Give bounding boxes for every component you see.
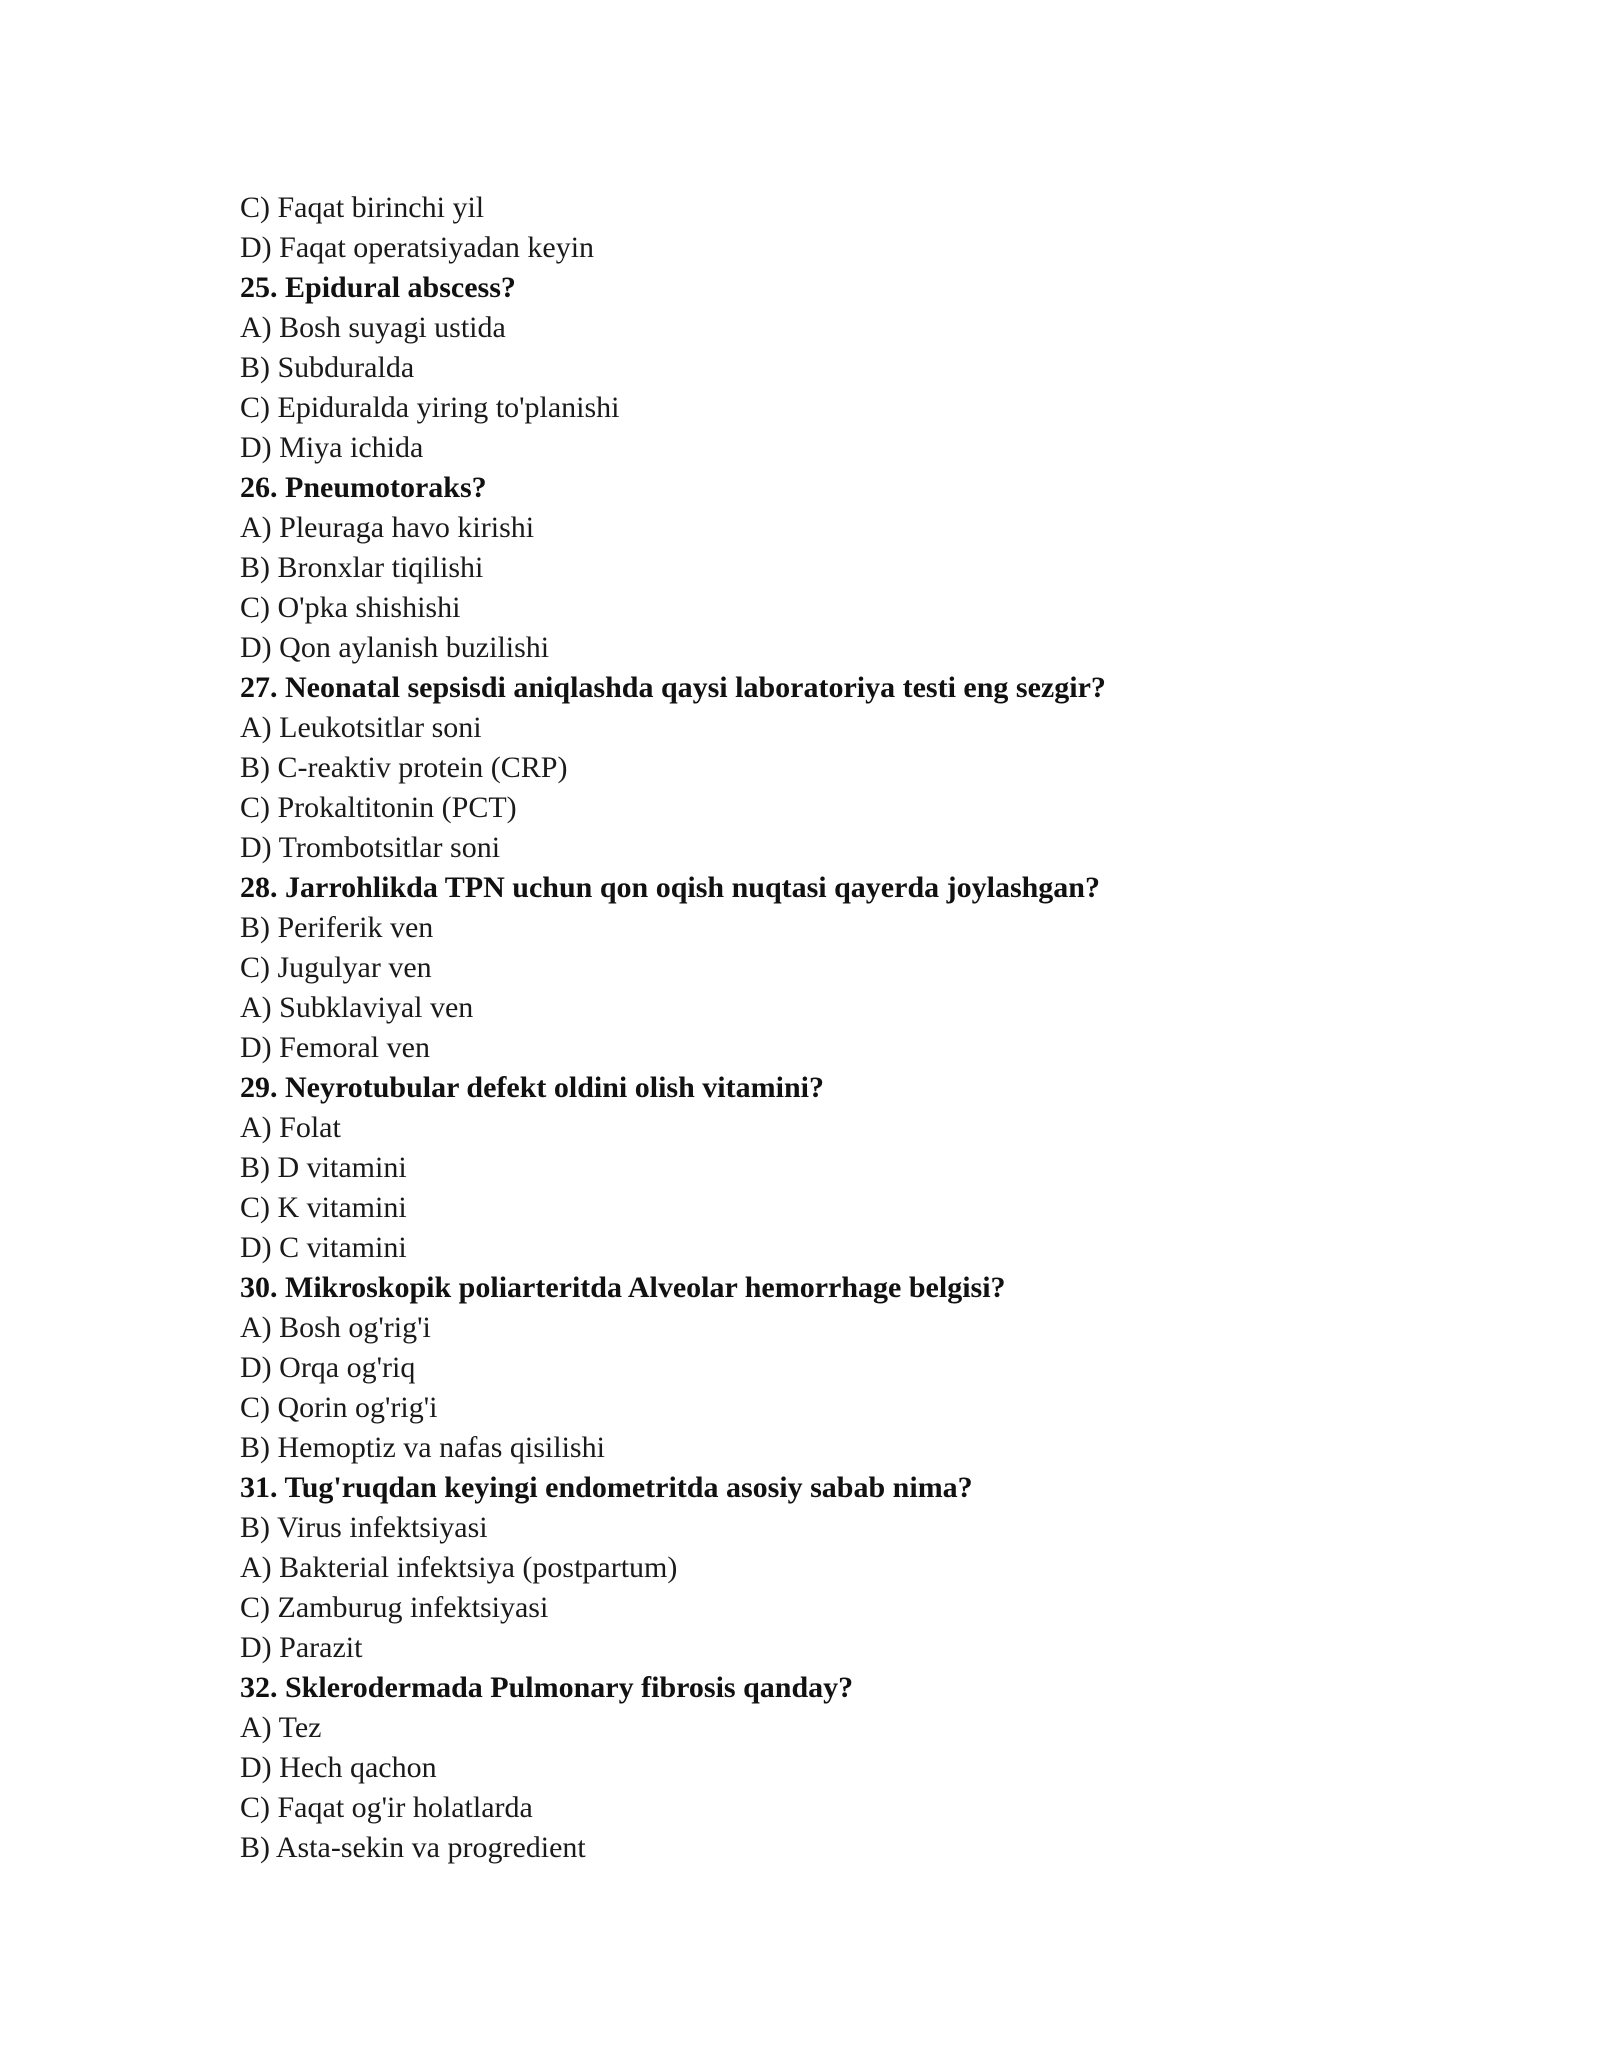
answer-option: A) Bosh og'rig'i [240,1311,431,1344]
answer-option: B) C-reaktiv protein (CRP) [240,751,568,784]
question-title: 28. Jarrohlikda TPN uchun qon oqish nuqtasi qayerda joylashgan? [240,871,1100,904]
answer-option: C) Zamburug infektsiyasi [240,1591,549,1624]
answer-option: A) Leukotsitlar soni [240,711,482,744]
answer-option: D) Orqa og'riq [240,1351,416,1384]
question-title: 26. Pneumotoraks? [240,471,487,504]
question-title: 27. Neonatal sepsisdi aniqlashda qaysi laboratoriya testi eng sezgir? [240,671,1106,704]
answer-option: C) Prokaltitonin (PCT) [240,791,517,824]
answer-option: D) Femoral ven [240,1031,430,1064]
answer-option: A) Folat [240,1111,341,1144]
answer-option: B) Hemoptiz va nafas qisilishi [240,1431,605,1464]
answer-option: C) Faqat og'ir holatlarda [240,1791,533,1824]
answer-option: D) Qon aylanish buzilishi [240,631,550,664]
answer-option: C) Jugulyar ven [240,951,432,984]
answer-option: D) Hech qachon [240,1751,437,1784]
answer-option: B) Bronxlar tiqilishi [240,551,484,584]
question-title: 30. Mikroskopik poliarteritda Alveolar hemorrhage belgisi? [240,1271,1006,1304]
answer-option: D) Faqat operatsiyadan keyin [240,231,595,264]
answer-option: C) Faqat birinchi yil [240,191,485,224]
answer-option: D) C vitamini [240,1231,407,1264]
answer-option: D) Parazit [240,1631,363,1664]
answer-option: B) Subduralda [240,351,415,384]
answer-option: A) Subklaviyal ven [240,991,474,1024]
answer-option: C) K vitamini [240,1191,407,1224]
answer-option: A) Pleuraga havo kirishi [240,511,535,544]
question-title: 31. Tug'ruqdan keyingi endometritda asosiy sabab nima? [240,1471,973,1504]
answer-option: B) Virus infektsiyasi [240,1511,488,1544]
answer-option: D) Miya ichida [240,431,424,464]
answer-option: C) Epiduralda yiring to'planishi [240,391,620,424]
answer-option: A) Tez [240,1711,322,1744]
question-title: 32. Sklerodermada Pulmonary fibrosis qanday? [240,1671,854,1704]
answer-option: B) Periferik ven [240,911,434,944]
answer-option: A) Bakterial infektsiya (postpartum) [240,1551,678,1584]
answer-option: B) Asta-sekin va progredient [240,1831,586,1864]
question-list [240,188,1420,1868]
answer-option: C) O'pka shishishi [240,591,461,624]
answer-option: A) Bosh suyagi ustida [240,311,506,344]
answer-option: C) Qorin og'rig'i [240,1391,438,1424]
answer-option: D) Trombotsitlar soni [240,831,501,864]
question-title: 25. Epidural abscess? [240,271,516,304]
answer-option: B) D vitamini [240,1151,407,1184]
question-title: 29. Neyrotubular defekt oldini olish vitamini? [240,1071,824,1104]
